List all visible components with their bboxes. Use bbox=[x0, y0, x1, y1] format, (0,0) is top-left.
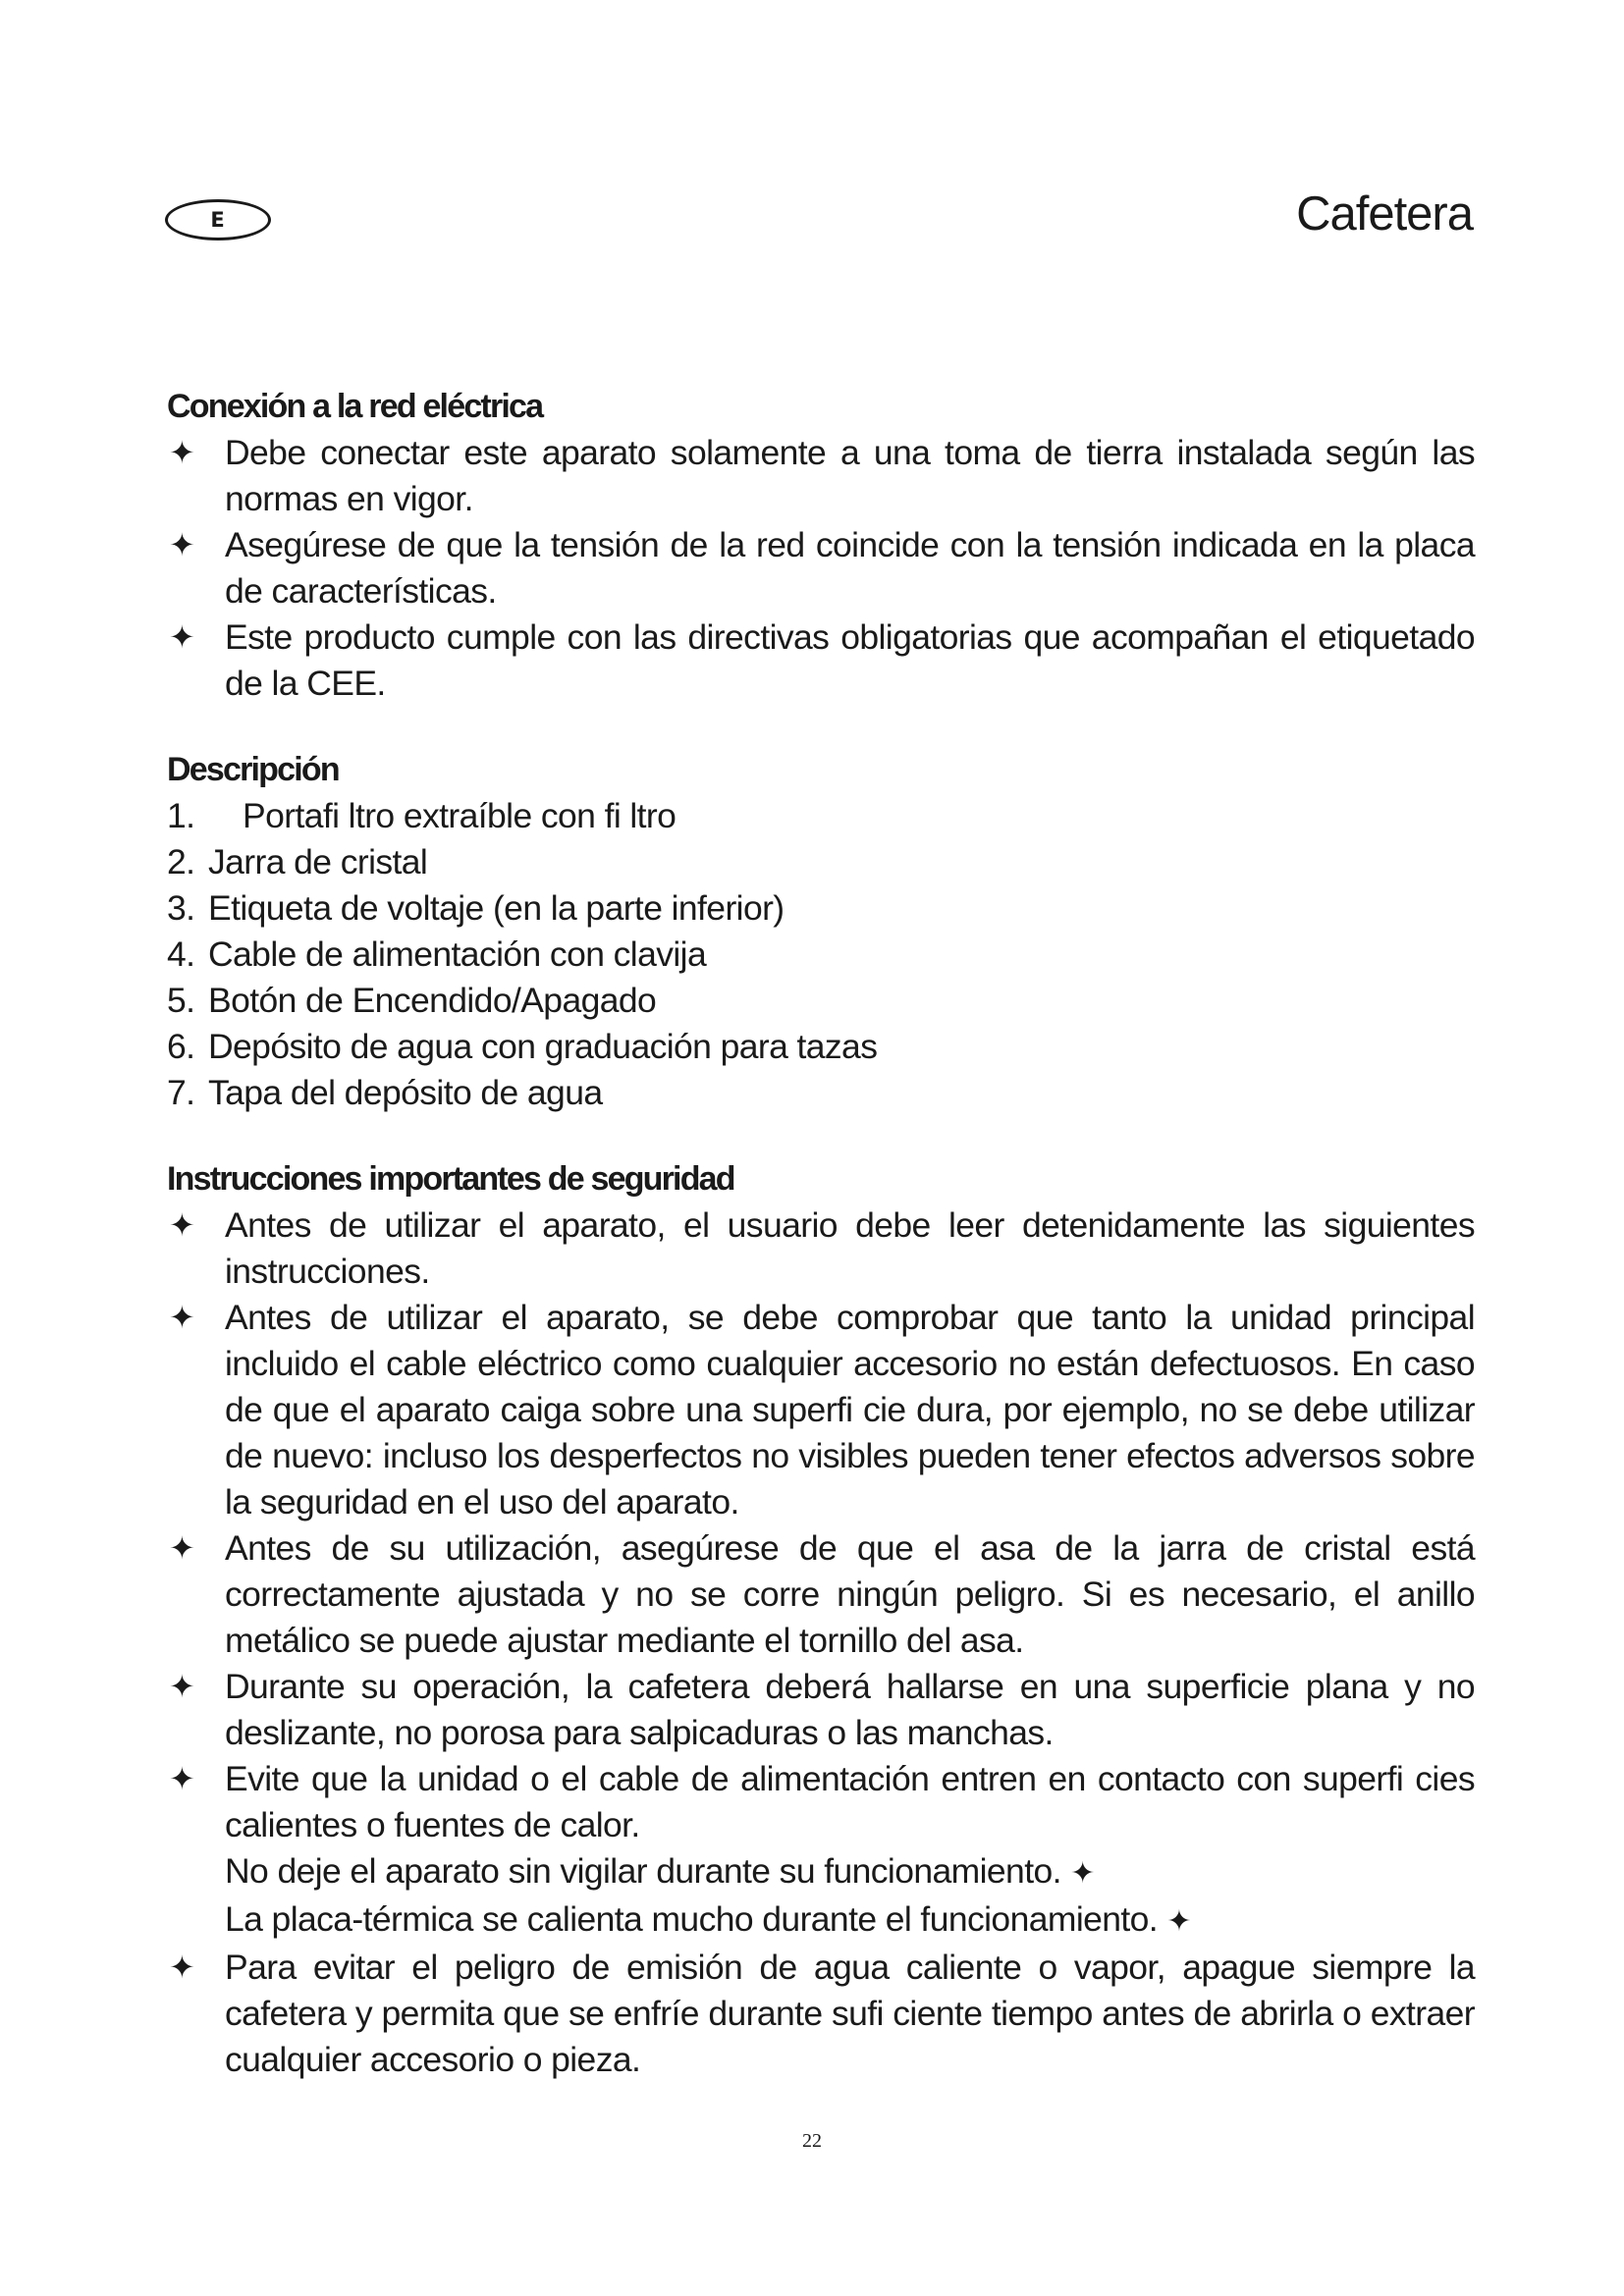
list-item bbox=[167, 1295, 1475, 1525]
numbered-list bbox=[167, 793, 1475, 1116]
list-item-text: Debe conectar este aparato solamente a una toma de tierra instalada según las normas en vigor. bbox=[225, 433, 1475, 518]
list-number: 2. bbox=[167, 842, 195, 881]
list-number: 4. bbox=[167, 934, 195, 974]
list-number: 5. bbox=[167, 981, 195, 1020]
list-item-text: Este producto cumple con las directivas obligatorias que acompañan el etiquetado de la CEE. bbox=[225, 617, 1475, 703]
star-bullet-icon: ✦ bbox=[169, 618, 195, 656]
page-number: 22 bbox=[802, 2130, 822, 2152]
list-item bbox=[167, 1664, 1475, 1756]
section-heading: Instrucciones importantes de seguridad bbox=[167, 1160, 734, 1198]
list-number: 6. bbox=[167, 1027, 195, 1066]
list-item bbox=[167, 793, 1475, 839]
list-item bbox=[167, 1525, 1475, 1664]
list-item bbox=[167, 885, 1475, 932]
list-number: 7. bbox=[167, 1073, 195, 1112]
list-item-text: Para evitar el peligro de emisión de agua caliente o vapor, apague siempre la cafetera y permita que se enfríe durante sufi ciente tiempo antes de abrirla o extraer cualquier accesorio o pieza. bbox=[225, 1948, 1475, 2079]
star-bullet-icon: ✦ bbox=[169, 1668, 195, 1705]
list-item bbox=[167, 932, 1475, 978]
bullet-list bbox=[167, 1202, 1475, 2083]
star-bullet-icon: ✦ bbox=[169, 1760, 195, 1797]
language-badge: E bbox=[165, 199, 271, 240]
list-item-text: Evite que la unidad o el cable de alimentación entren en contacto con superfi cies calientes o fuentes de calor. bbox=[225, 1759, 1475, 1844]
list-item bbox=[167, 1756, 1475, 1945]
section-heading: Descripción bbox=[167, 751, 339, 788]
star-bullet-icon: ✦ bbox=[169, 526, 195, 563]
star-bullet-icon: ✦ bbox=[169, 1206, 195, 1244]
list-item-text: Portafi ltro extraíble con fi ltro bbox=[243, 796, 677, 835]
star-bullet-icon: ✦ bbox=[169, 434, 195, 471]
list-item bbox=[167, 978, 1475, 1024]
page-content bbox=[167, 387, 1475, 2126]
list-item bbox=[167, 614, 1475, 707]
list-item-text: Antes de utilizar el aparato, el usuario debe leer detenidamente las siguientes instrucciones. bbox=[225, 1205, 1475, 1291]
page-title: Cafetera bbox=[1296, 187, 1473, 240]
list-item-text: Asegúrese de que la tensión de la red coincide con la tensión indicada en la placa de características. bbox=[225, 525, 1475, 611]
continuation-text: La placa-térmica se calienta mucho durante el funcionamiento. bbox=[225, 1899, 1159, 1939]
list-item-text: Depósito de agua con graduación para tazas bbox=[208, 1027, 878, 1066]
list-item bbox=[167, 1202, 1475, 1295]
list-item bbox=[167, 522, 1475, 614]
list-item-text: Antes de su utilización, asegúrese de que el asa de la jarra de cristal está correctamente ajustada y no se corre ningún peligro. Si es necesario, el anillo metálico se puede ajustar mediante el tornillo del asa. bbox=[225, 1528, 1475, 1660]
bullet-list bbox=[167, 430, 1475, 707]
list-item-text: Durante su operación, la cafetera deberá hallarse en una superficie plana y no deslizante, no porosa para salpicaduras o las manchas. bbox=[225, 1667, 1475, 1752]
list-item-text: Cable de alimentación con clavija bbox=[208, 934, 707, 974]
list-item-text: Botón de Encendido/Apagado bbox=[208, 981, 657, 1020]
list-item-text: Jarra de cristal bbox=[208, 842, 428, 881]
list-item-text: Antes de utilizar el aparato, se debe comprobar que tanto la unidad principal incluido el cable eléctrico como cualquier accesorio no están defectuosos. En caso de que el aparato caiga sobre una superfi cie dura, por ejemplo, no se debe utilizar de nuevo: incluso los desperfectos no visibles pueden tener efectos adversos sobre la seguridad en el uso del aparato. bbox=[225, 1298, 1475, 1522]
star-bullet-icon: ✦ bbox=[169, 1529, 195, 1567]
list-item bbox=[167, 430, 1475, 522]
list-item bbox=[167, 1070, 1475, 1116]
list-item bbox=[167, 1024, 1475, 1070]
list-item bbox=[167, 1945, 1475, 2083]
star-inline-icon: ✦ bbox=[1166, 1904, 1191, 1939]
section-description bbox=[167, 750, 1475, 1116]
section-heading: Conexión a la red eléctrica bbox=[167, 388, 543, 425]
list-number: 1. bbox=[167, 796, 195, 835]
continuation-line bbox=[225, 1896, 1475, 1945]
continuation-text: No deje el aparato sin vigilar durante su funcionamiento. bbox=[225, 1851, 1061, 1891]
list-item bbox=[167, 839, 1475, 885]
star-bullet-icon: ✦ bbox=[169, 1299, 195, 1336]
star-bullet-icon: ✦ bbox=[169, 1949, 195, 1986]
section-safety-instructions bbox=[167, 1159, 1475, 2083]
section-electrical-connection bbox=[167, 387, 1475, 707]
continuation-line bbox=[225, 1848, 1475, 1896]
list-item-text: Tapa del depósito de agua bbox=[208, 1073, 603, 1112]
list-number: 3. bbox=[167, 888, 195, 928]
list-item-text: Etiqueta de voltaje (en la parte inferior) bbox=[208, 888, 785, 928]
star-inline-icon: ✦ bbox=[1070, 1856, 1095, 1891]
